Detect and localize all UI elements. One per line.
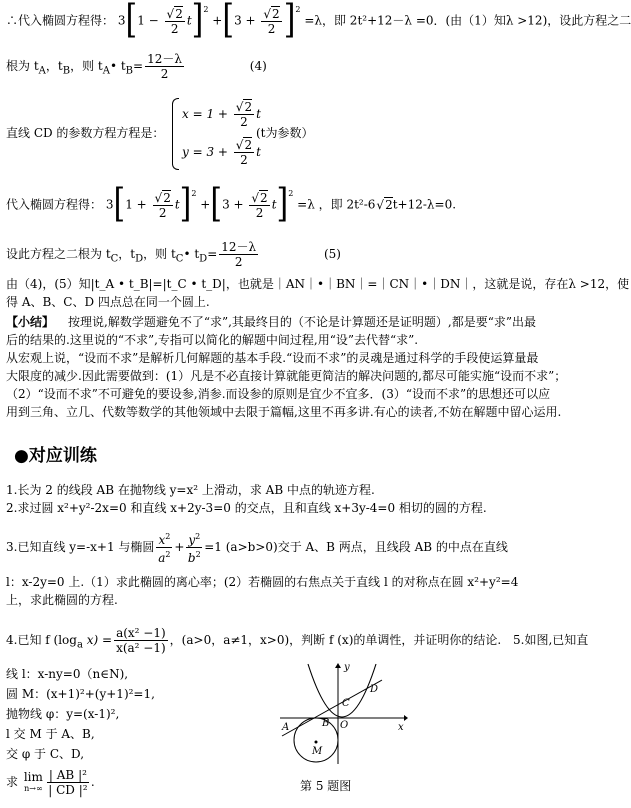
problem-3-line-2: l：x-2y=0 上.（1）求此椭圆的离心率；(2）若椭圆的右焦点关于直线 l 的对称点在圆 x²+y²=4 [6,575,519,589]
text: =λ ，即 2t²-6 [297,197,376,212]
term: 3 + [234,13,260,28]
problem-5-line-3: 抛物线 φ：y=(x-1)², [6,707,120,721]
var: t [186,13,192,28]
label-x: x [398,722,404,733]
text: 根为 t [6,59,39,73]
param-eq-y: y = 3 + $\frac{√2}{2}$ t [182,138,261,167]
text: = [133,59,144,73]
label-y: y [344,662,350,673]
label-d: D [370,684,379,695]
coef: 3 [117,13,126,28]
problem-1: 1.长为 2 的线段 AB 在抛物线 y=x² 上滑动，求 AB 中点的轨迹方程. [6,483,375,497]
power: 2 [203,5,209,14]
equation-line-1: ∴代入椭圆方程得： 3[1 − $\frac{√2}{2}$ t]$^2$ +[3 + $\frac{√2}{2}$ ]$^2$ =λ，即 2t²+12－λ =0．(由（1）知λ >12)，设此方程之二 [6,0,631,44]
fraction: $\frac{√2}{2}$ [166,6,183,36]
equation-tag: (5) [323,247,341,261]
equation-tag: (4) [249,59,267,73]
heading-text: 对应训练 [28,446,97,466]
figure-caption: 第 5 题图 [300,779,352,793]
summary-tag: 【小结】 [6,315,55,329]
text: 3.已知直线 y=-x+1 与椭圆 [6,540,155,554]
center-m [315,741,318,744]
fraction: $\frac{\text{a(x² −1)}}{\text{x(a² −1)}}$ [116,626,166,655]
problem-5-line-2: 圆 M：(x+1)²+(y+1)²=1, [6,687,155,701]
text: ∴代入椭圆方程得： [6,13,115,28]
text: 代入椭圆方程得： [6,197,103,212]
problem-3: 3.已知直线 y=-x+1 与椭圆 $\frac{x^2}{a^2}$ + $\frac{y^2}{b^2}$ =1 (a>b>0)交于 A、B 两点，且线段 AB 的中点在直线 [6,532,508,565]
summary-line-5: （2）“设而不求”不可避免的要设参,消参.而设参的原则是宜少不宜多．(3）“设而不求”的思想还可以应 [6,387,551,401]
power: 2 [295,5,301,14]
text: • t [109,59,126,73]
text-line-7: 得 A、B、C、D 四点总在同一个圆上. [6,295,210,309]
summary-line-6: 用到三角、立几、代数等数学的其他领域中去限于篇幅,这里不再多讲.有心的读者,不妨在解题中留心运用. [6,405,562,419]
fraction: $\frac{√2}{2}$ [235,138,253,167]
text: =λ，即 2t²+12－λ =0．(由（1）知λ >12)，设此方程之二 [304,13,631,28]
fraction: $\frac{√2}{2}$ [263,6,280,36]
param-note: (t为参数） [256,126,314,140]
problem-5-start: 5.如图,已知直 [513,633,589,647]
summary-line-4: 大限度的减少.因此需要做到：(1）凡是不必直接计算就能更简洁的解决问题的,都尽可能实施“设而不求”； [6,369,567,383]
summary-line-1: 【小结】 按理说,解数学题避免不了“求”,其最终目的（不论是计算题还是证明题）,都是要“求”出最 [6,315,537,329]
problem-5-line-5: 交 φ 于 C、D, [6,747,85,761]
term: 1 − [137,13,163,28]
problem-2: 2.求过圆 x²+y²-2x=0 和直线 x+2y-3=0 的交点，且和直线 x+3y-4=0 相切的圆的方程. [6,501,487,515]
problem-5-line-1: 线 l：x-ny=0（n∈N), [6,667,129,681]
label-o: O [340,720,349,731]
summary-line-2: 后的结果的.这里说的“不求”,专指可以简化的解题中间过程,用“设”去代替“求”. [6,333,419,347]
label-m: M [312,746,323,757]
param-eq-x: x = 1 + $\frac{√2}{2}$ t [182,100,261,129]
problem-3-line-3: 上，求此椭圆的方程. [6,593,118,607]
label-b: B [322,718,330,729]
text: 设此方程之二根为 t [6,247,111,261]
equation-line-4: 代入椭圆方程得： 3[1 + $\frac{√2}{2}$ t]$^2$ +[3 + $\frac{√2}{2}$ t]$^2$ =λ ，即 2t²-6√2t+12-λ=0. [6,181,457,228]
text: ，t [45,59,63,73]
label-a: A [282,722,290,733]
label-c: C [342,698,350,709]
limit-expression: 求 lim n→∞ $\frac{\text{| AB |²}}{\text{| CD |²}}$ . [6,768,95,797]
fraction: $\frac{12-\lambda}{2}$ [221,240,257,269]
parabola [308,664,379,717]
equation-line-5: 设此方程之二根为 $t_C$，$t_D$，则 $t_C•$ $t_D=$ $\frac{12-\lambda}{2}$ (5) [6,240,341,269]
section-heading [14,448,97,464]
equation-line-2: 根为 $t_A$，$t_B$，则 $t_A•$ $t_B=$ $\frac{12-\lambda}{2}$ (4) [6,52,267,81]
text: =1 (a>b>0)交于 A、B 两点，且线段 AB 的中点在直线 [204,540,508,554]
fraction: $\frac{√2}{2}$ [235,100,253,129]
brace [172,98,179,170]
param-eq-label [6,125,164,141]
text-line-6: 由（4)，(5）知|t_A • t_B|=|t_C • t_D|，也就是｜AN｜•｜BN｜=｜CN｜•｜DN｜，这就是说，存在λ >12，使 [6,277,630,291]
summary-line-3: 从宏观上说，“设而不求”是解析几何解题的基本手段.“设而不求”的灵魂是通过科学的手段使运算量最 [6,351,539,365]
text: x = 1 + [182,107,232,121]
text: ，则 t [70,59,103,73]
problem-5-line-4: l 交 M 于 A、B, [6,727,95,741]
problem-4: 4.已知 f ($\log_a$ x) = $\frac{\text{a(x² −1)}}{\text{x(a² −1)}}$ ，(a>0，a≠1，x>0)，判断 f (x)的单调性，并证明你的结论. 5.如图,已知直 [6,626,589,655]
bullet-icon: ● [14,446,29,466]
fraction: $\frac{12-\lambda}{2}$ [147,52,182,81]
text: 直线 CD 的参数方程方程是： [6,126,165,140]
figure-5 [270,660,410,770]
text: y = 3 + [182,145,232,159]
line-l [282,680,382,736]
